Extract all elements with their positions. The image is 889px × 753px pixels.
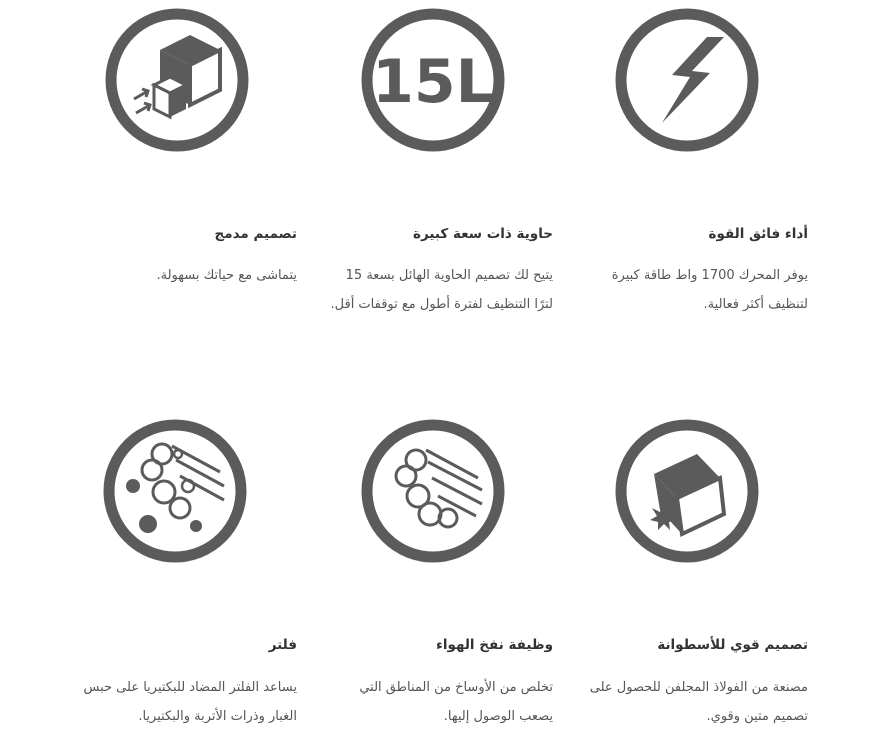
feature-title-blower: وظيفة نفخ الهواء <box>435 637 553 653</box>
lightning-icon <box>612 5 762 155</box>
durable-cube-icon <box>612 416 762 566</box>
feature-title-filter: فلتر <box>268 637 297 653</box>
compact-box-icon <box>102 5 252 155</box>
feature-desc-filter: يساعد الفلتر المضاد للبكتيريا على حبس الغبار وذرات الأتربة والبكتيريا. <box>83 680 297 724</box>
air-blow-icon <box>358 416 508 566</box>
feature-title-power: أداء فائق القوة <box>708 226 808 242</box>
capacity-15l-icon <box>358 5 508 155</box>
feature-desc-compact: يتماشى مع حياتك بسهولة. <box>156 268 297 283</box>
feature-title-durable: تصميم قوي للأسطوانة <box>657 637 808 653</box>
feature-desc-durable: مصنعة من الفولاذ المجلفن للحصول على تصميم متين وقوي. <box>589 680 808 724</box>
svg-text:15L: 15L <box>372 47 494 117</box>
antibacterial-filter-icon <box>100 416 250 566</box>
feature-desc-capacity: يتيح لك تصميم الحاوية الهائل بسعة 15 لترًا التنظيف لفترة أطول مع توقفات أقل. <box>330 268 553 312</box>
feature-desc-blower: تخلص من الأوساخ من المناطق التي يصعب الوصول إليها. <box>359 680 553 724</box>
feature-title-compact: تصميم مدمج <box>214 226 297 242</box>
feature-desc-power: يوفر المحرك 1700 واط طاقة كبيرة لتنظيف أكثر فعالية. <box>611 268 808 312</box>
feature-title-capacity: حاوية ذات سعة كبيرة <box>413 226 553 242</box>
